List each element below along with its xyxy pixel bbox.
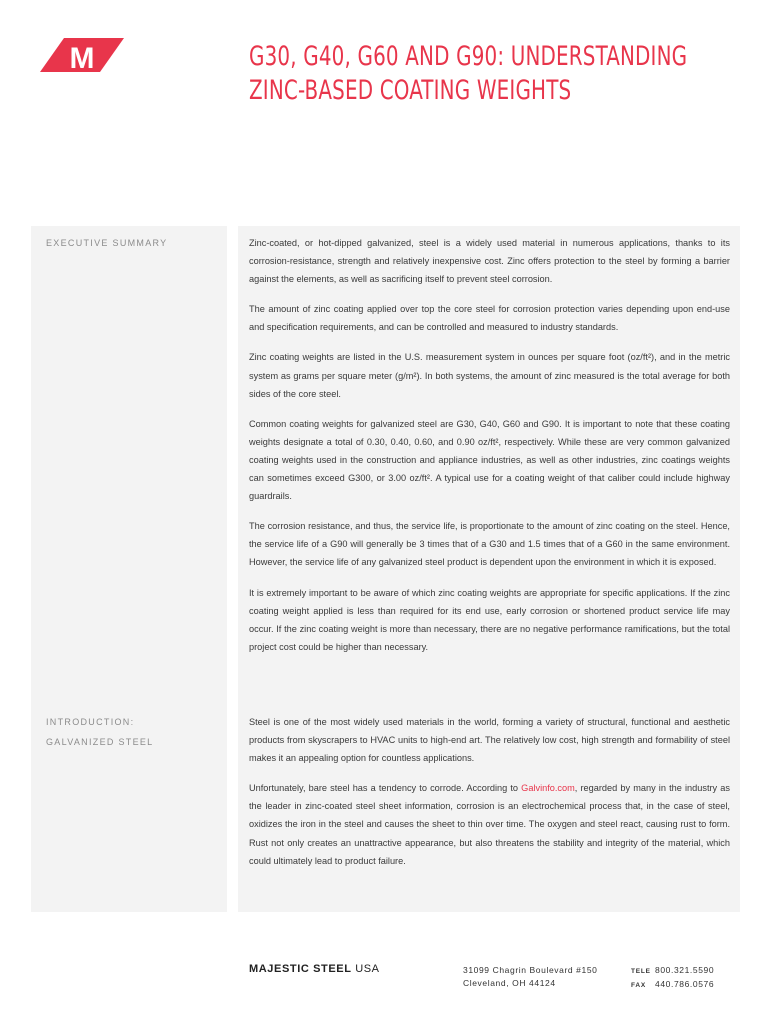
footer-address: 31099 Chagrin Boulevard #150 Cleveland, OH 44124 [463, 965, 598, 988]
paragraph: It is extremely important to be aware of which zinc coating weights are appropriate for specific applications. If the zinc coating weight applied is less than required for its end use, early corrosion or shortened product service life may occur. If the zinc coating weight is more than necessary, there are no negative performance ramifications, but the total project cost could be higher than necessary. [249, 587, 730, 652]
title-line-2: ZINC-BASED COATING WEIGHTS [249, 75, 572, 106]
paragraph: Zinc coating weights are listed in the U.S. measurement system in ounces per square foot (oz/ft²), and in the metric system as grams per square meter (g/m²). In both systems, the amount of zinc measured is the total average for both sides of the core steel. [249, 352, 730, 399]
paragraph: Zinc-coated, or hot-dipped galvanized, steel is a widely used material in numerous applications, thanks to its corrosion-resistance, strength and relatively inexpensive cost. Zinc offers protection to the steel by forming a barrier against the elements, as well as sacrificing itself to prevent steel corrosion. [249, 238, 730, 285]
executive-summary-label: EXECUTIVE SUMMARY [46, 238, 168, 248]
phone-number: 800.321.5590 [655, 965, 715, 975]
paragraph: Steel is one of the most widely used materials in the world, forming a variety of structural, functional and aesthetic products from skyscrapers to HVAC units to high-end art. The relatively low cost, high strength and formability of steel makes it an appealing option for countless applications. [249, 717, 730, 764]
paragraph: Common coating weights for galvanized steel are G30, G40, G60 and G90. It is important to note that these coating weights designate a total of 0.30, 0.40, 0.60, and 0.90 oz/ft², respectively. While these are very common galvanized coating weights used in the construction and appliance industries, as well as other industries, zinc coatings weights can sometimes exceed G300, or 3.00 oz/ft². A typical use for a coating weight of that caliber could include highway guardrails. [249, 418, 730, 502]
page-title [249, 40, 729, 108]
galvinfo-link[interactable]: Galvinfo.com [521, 783, 575, 794]
majestic-logo-icon [40, 38, 124, 72]
title-line-1: G30, G40, G60 AND G90: UNDERSTANDING [249, 41, 688, 72]
paragraph: Unfortunately, bare steel has a tendency to corrode. According to Galvinfo.com, regarded by many in the industry as the leader in zinc-coated steel sheet information, corrosion is an electrochemical process that, in the case of steel, oxidizes the iron in the steel and causes the sheet to thin over time. The oxygen and steel react, causing rust to form. Rust not only creates an unattractive appearance, but also threatens the stability and integrity of the material, which could ultimately lead to product failure. [249, 783, 730, 866]
paragraph: The corrosion resistance, and thus, the service life, is proportionate to the amount of zinc coating on the steel. Hence, the service life of a G90 will generally be 3 times that of a G30 and 1.5 times that of a G60 in the same environment. However, the service life of any galvanized steel product is dependent upon the environment in which it is exposed. [249, 521, 730, 568]
fax-number: 440.786.0576 [655, 979, 715, 989]
introduction-label: INTRODUCTION: GALVANIZED STEEL [46, 717, 154, 747]
footer-brand: MAJESTIC STEEL USA [249, 963, 380, 975]
introduction-body [249, 713, 730, 882]
paragraph: The amount of zinc coating applied over top the core steel for corrosion protection varies depending upon end-use and specification requirements, and can be controlled and measured to industry standards. [249, 304, 730, 333]
executive-summary-body [249, 234, 730, 668]
svg-text:M: M [69, 42, 95, 72]
footer-contact: TELE 800.321.5590 FAX 440.786.0576 [631, 965, 715, 989]
sidebar-panel [31, 226, 227, 912]
